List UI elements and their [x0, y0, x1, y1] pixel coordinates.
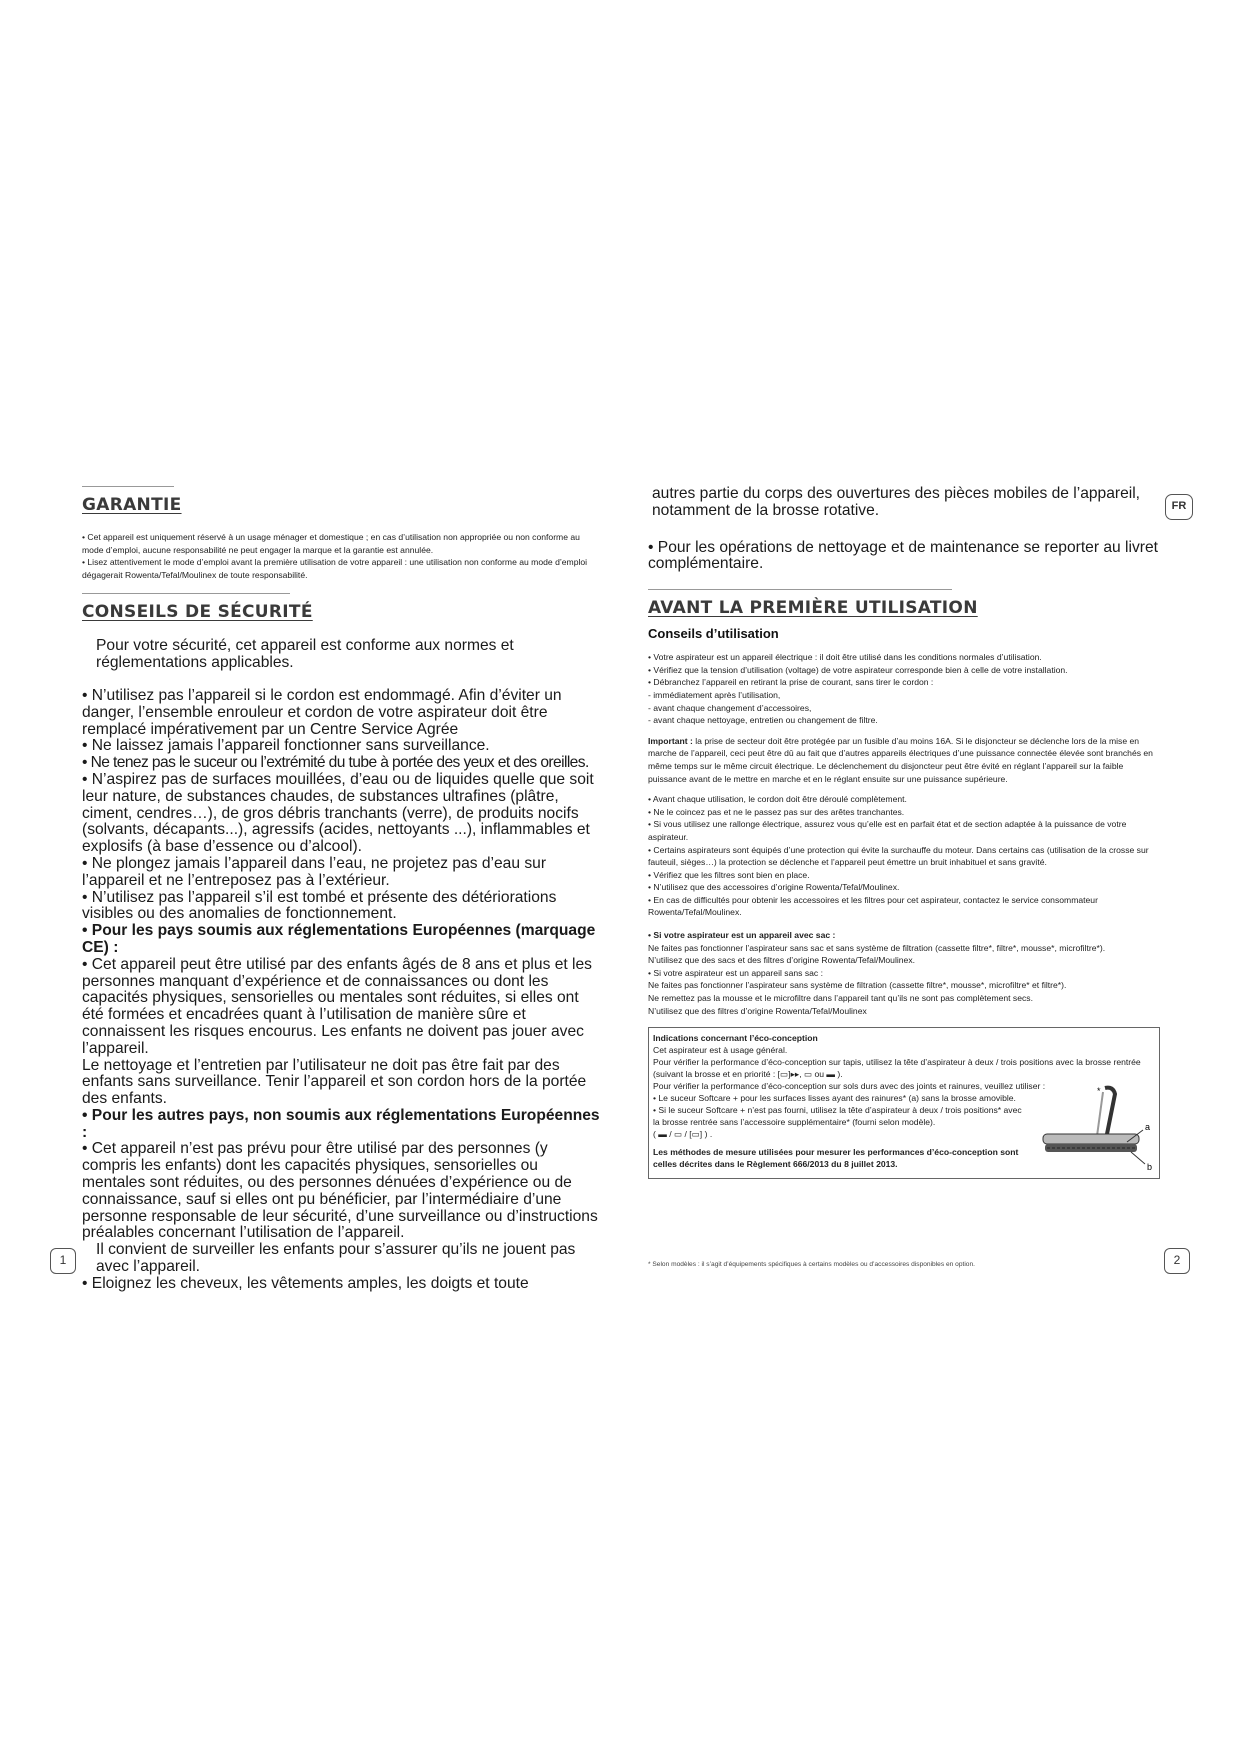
footnote: * Selon modèles : il s’agit d’équipements spécifiques à certains modèles ou d’accessoires disponibles en option. — [648, 1261, 975, 1268]
safety-item: • N’utilisez pas l’appareil si le cordon est endommagé. Afin d’éviter un danger, l’ensemble enrouleur et cordon de votre aspirateur doit être remplacé impérativement par un Centre Service Agrée — [82, 686, 562, 738]
eco-text: ( ▬ / ▭ / [▭] ) . — [653, 1129, 713, 1140]
safety-item-other-heading: • Pour les autres pays, non soumis aux réglementations Européennes : — [82, 1106, 600, 1141]
avant-title: AVANT LA PREMIÈRE UTILISATION — [648, 598, 978, 619]
eco-regulation: Les méthodes de mesure utilisées pour mesurer les performances d’éco-conception sont celles décrites dans le Règlement 666/2013 du 8 juillet 2013. — [653, 1147, 1019, 1170]
eco-title: Indications concernant l’éco-conception — [653, 1033, 818, 1044]
divider — [82, 593, 290, 594]
important-paragraph — [648, 735, 1160, 785]
bag-item: N’utilisez que des sacs et des filtres d’origine Rowenta/Tefal/Moulinex. — [648, 955, 916, 966]
floor-nozzle-icon — [1035, 1084, 1155, 1174]
safety-item: Le nettoyage et l’entretien par l’utilisateur ne doit pas être fait par des enfants sans surveillance. Tenir l’appareil et son cordon hors de la portée des enfants. — [82, 1056, 587, 1108]
divider — [82, 486, 174, 487]
garantie-title: GARANTIE — [82, 495, 182, 515]
eco-text: • Le suceur Softcare + pour les surfaces lisses ayant des rainures* (a) sans la brosse amovible. — [653, 1093, 1016, 1104]
usage-item: • Ne le coincez pas et ne le passez pas sur des arêtes tranchantes. — [648, 806, 905, 817]
bag-heading: • Si votre aspirateur est un appareil avec sac : — [648, 930, 836, 941]
safety-item: • Ne plongez jamais l’appareil dans l’eau, ne projetez pas d’eau sur l’appareil et ne l’entreposez pas à l’extérieur. — [82, 854, 547, 889]
right-page — [648, 486, 1160, 1179]
usage-item: • Si vous utilisez une rallonge électrique, assurez vous qu’elle est en parfait état et de section adaptée à la puissance de votre aspirateur. — [648, 819, 1127, 842]
safety-item-eu-heading: • Pour les pays soumis aux réglementations Européennes (marquage CE) : — [82, 922, 596, 956]
bagless-item: N’utilisez que des filtres d’origine Rowenta/Tefal/Moulinex — [648, 1005, 867, 1016]
usage-item: • Vérifiez que les filtres sont bien en place. — [648, 869, 810, 880]
bagless-item: Ne remettez pas la mousse et le microfiltre dans l’appareil tant qu’ils ne sont pas complètement secs. — [648, 993, 1033, 1004]
safety-item: • Ne tenez pas le suceur ou l’extrémité du tube à portée des yeux et des oreilles. — [82, 754, 589, 772]
conseils-securite-title: CONSEILS DE SÉCURITÉ — [82, 602, 313, 623]
usage-list — [648, 651, 1160, 1017]
bagless-item: Ne faites pas fonctionner l’aspirateur sans système de filtration (cassette filtre*, mousse*, microfiltre* et filtre*). — [648, 980, 1067, 991]
label-a: a — [1145, 1122, 1151, 1133]
usage-item: • Certains aspirateurs sont équipés d’une protection qui évite la surchauffe du moteur. Dans certains cas (utilisation de la crosse sur fauteuil, sièges…) la protection se déclenche et l’appareil peut émettre un bruit inhabituel et sans gravité. — [648, 844, 1149, 868]
conseils-utilisation-title: Conseils d’utilisation — [648, 626, 779, 642]
bag-item: Ne faites pas fonctionner l’aspirateur sans sac et sans système de filtration (cassette filtre*, filtre*, mousse*, microfiltre*). — [648, 942, 1106, 953]
garantie-item-2: • Lisez attentivement le mode d’emploi avant la première utilisation de votre appareil : une utilisation non conforme au mode d’emploi dégagerait Rowenta/Tefal/Moulinex de toute responsabilité. — [82, 557, 588, 580]
continued-paragraph: • Pour les opérations de nettoyage et de maintenance se reporter au livret complémentaire. — [648, 538, 1158, 573]
usage-item: • Votre aspirateur est un appareil électrique : il doit être utilisé dans les conditions normales d’utilisation. — [648, 652, 1042, 663]
garantie-text — [82, 531, 602, 581]
safety-item: • N’utilisez pas l’appareil s’il est tombé et présente des détériorations visibles ou des anomalies de fonctionnement. — [82, 888, 557, 923]
usage-item: - avant chaque nettoyage, entretien ou changement de filtre. — [648, 715, 878, 726]
usage-item: - avant chaque changement d’accessoires, — [648, 702, 812, 713]
garantie-item-1: • Cet appareil est uniquement réservé à un usage ménager et domestique ; en cas d’utilisation non appropriée ou non conforme au mode d’emploi, aucune responsabilité ne peut engager la marque et la garantie est annulée. — [82, 532, 580, 555]
left-page — [82, 486, 602, 1293]
important-text: la prise de secteur doit être protégée par un fusible d’au moins 16A. Si le disjoncteur se déclenche lors de la mise en marche de l’appareil, ceci peut être dû au fait que d’autres appareils électriques d’une puissance connectée élevée sont branchés en même temps sur le même circuit électrique. Le déclenchement du disjoncteur peut être évité en réglant l’appareil sur la faible puissance avant de le mettre en marche et en le réglant ensuite sur une puissance supérieure. — [648, 735, 1153, 784]
label-b: b — [1147, 1162, 1153, 1173]
language-badge-fr: FR — [1165, 494, 1193, 520]
bagless-heading: • Si votre aspirateur est un appareil sans sac : — [648, 967, 823, 978]
usage-item: • Débranchez l’appareil en retirant la prise de courant, sans tirer le cordon : — [648, 677, 934, 688]
usage-item: • En cas de difficultés pour obtenir les accessoires et les filtres pour cet aspirateur, contactez le service consommateur Rowenta/Tefal/Moulinex. — [648, 894, 1098, 918]
eco-text: Pour vérifier la performance d’éco-conception sur tapis, utilisez la tête d’aspirateur à deux / trois positions avec la brosse rentrée (suivant la brosse et en priorité : [▭]▸▸, ▭ ou ▬ ). — [653, 1057, 1141, 1080]
usage-item: • Vérifiez que la tension d’utilisation (voltage) de votre aspirateur corresponde bien à celle de votre installation. — [648, 664, 1068, 675]
safety-item: Il convient de surveiller les enfants pour s’assurer qu’ils ne jouent pas avec l’appareil. — [96, 1241, 576, 1276]
page-number-2: 2 — [1164, 1248, 1190, 1274]
continued-paragraph: autres partie du corps des ouvertures des pièces mobiles de l’appareil, notamment de la brosse rotative. — [652, 485, 1141, 519]
eco-text: Pour vérifier la performance d’éco-conception sur sols durs avec des joints et rainures, veuillez utiliser : — [653, 1081, 1046, 1092]
safety-item: • Cet appareil peut être utilisé par des enfants âgés de 8 ans et plus et les personnes manquant d’expérience et de connaissances ou dont les capacités physiques, sensorielles ou mentales sont réduites, si elles ont été formées et encadrées quant à l’utilisation de manière sûre et connaissent les risques encourus. Les enfants ne doivent pas jouer avec l’appareil. — [82, 955, 592, 1057]
usage-item: - immédiatement après l’utilisation, — [648, 689, 781, 700]
continued-text — [648, 486, 1160, 573]
safety-item: • Ne laissez jamais l’appareil fonctionner sans surveillance. — [82, 737, 490, 755]
important-label: Important : — [648, 735, 693, 746]
safety-item: • Eloignez les cheveux, les vêtements amples, les doigts et toute — [82, 1274, 529, 1292]
safety-text — [82, 638, 602, 1292]
usage-item: • Avant chaque utilisation, le cordon doit être déroulé complètement. — [648, 794, 907, 805]
eco-text: • Si le suceur Softcare + n’est pas fourni, utilisez la tête d’aspirateur à deux / trois positions* avec la brosse rentrée sans l’accessoire supplémentaire* (fourni selon modèle). — [653, 1105, 1022, 1128]
eco-text: Cet aspirateur est à usage général. — [653, 1045, 788, 1056]
usage-item: • N’utilisez que des accessoires d’origine Rowenta/Tefal/Moulinex. — [648, 882, 900, 893]
divider — [648, 589, 952, 590]
safety-item: • Cet appareil n’est pas prévu pour être utilisé par des personnes (y compris les enfants) dont les capacités physiques, sensorielles ou mentales sont réduites, ou des personnes dénuées d’expérience ou de connaissance, sauf si elles ont pu bénéficier, par l’intermédiaire d’une personne responsable de leur sécurité, d’une surveillance ou d’instructions préalables concernant l’utilisation de l’appareil. — [82, 1140, 598, 1242]
safety-intro: Pour votre sécurité, cet appareil est conforme aux normes et réglementations applicables. — [96, 637, 514, 672]
page-number-1: 1 — [50, 1248, 76, 1274]
safety-item: • N’aspirez pas de surfaces mouillées, d’eau ou de liquides quelle que soit leur nature, de substances chaudes, de substances ultrafines (plâtre, ciment, cendres…), de gros débris tranchants (verre), de produits nocifs (solvants, décapants...), agressifs (acides, nettoyants ...), inflammables et explosifs (à base d’essence ou d’alcool). — [82, 770, 594, 856]
label-star: * — [1097, 1086, 1101, 1097]
eco-design-box — [648, 1027, 1160, 1179]
